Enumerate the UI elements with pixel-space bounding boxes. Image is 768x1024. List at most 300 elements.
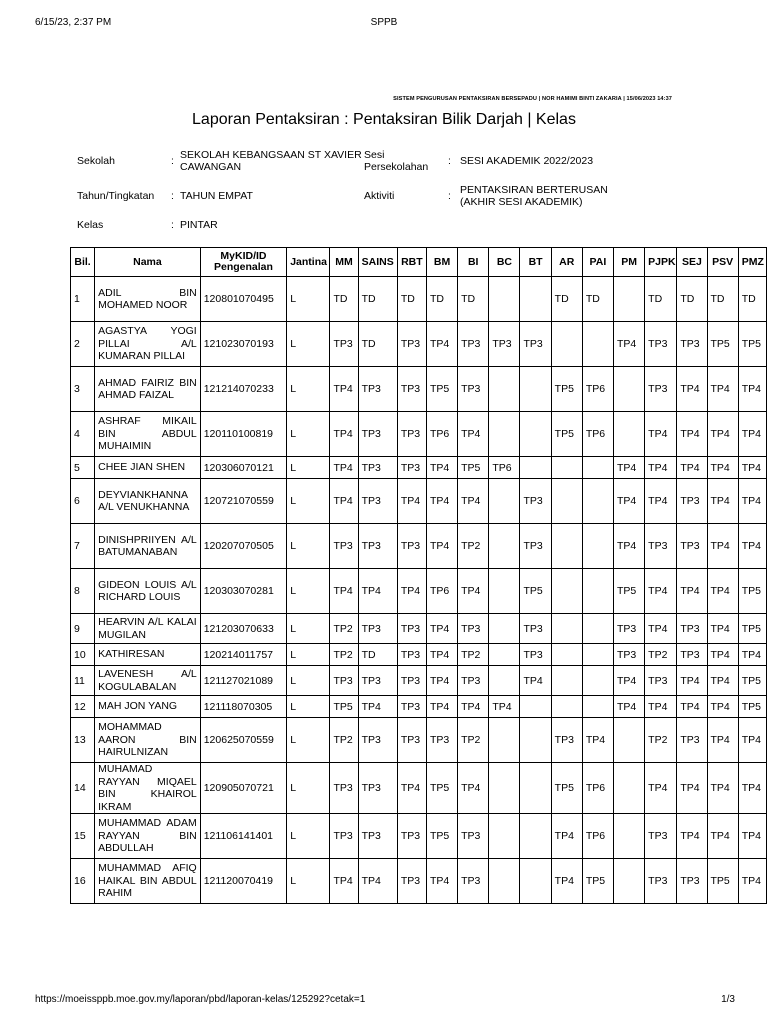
subject-grade: TP2 <box>645 644 677 666</box>
subject-grade <box>614 277 645 322</box>
table-row <box>71 322 767 367</box>
gender: L <box>287 412 330 457</box>
subject-grade: TP4 <box>330 457 358 479</box>
subject-grade <box>520 718 551 763</box>
subject-grade <box>520 859 551 904</box>
subject-grade: TP4 <box>707 666 738 696</box>
column-header: MyKID/ID Pengenalan <box>200 248 286 277</box>
subject-grade: TP4 <box>458 696 489 718</box>
row-number: 4 <box>71 412 95 457</box>
print-page-title: SPPB <box>370 17 398 28</box>
subject-grade <box>582 696 613 718</box>
subject-grade: TD <box>358 644 397 666</box>
subject-grade <box>520 412 551 457</box>
subject-grade: TP4 <box>707 367 738 412</box>
subject-grade: TP4 <box>358 859 397 904</box>
subject-grade: TD <box>358 277 397 322</box>
column-header: BT <box>520 248 551 277</box>
subject-grade: TP4 <box>707 412 738 457</box>
student-name: HEARVIN A/L KALAI MUGILAN <box>95 614 201 644</box>
subject-grade: TP4 <box>330 367 358 412</box>
row-number: 5 <box>71 457 95 479</box>
info-row-sekolah <box>77 142 677 180</box>
subject-grade: TP2 <box>458 524 489 569</box>
subject-grade: TP3 <box>551 718 582 763</box>
subject-grade: TP4 <box>551 814 582 859</box>
subject-grade: TP4 <box>426 457 457 479</box>
table-row <box>71 644 767 666</box>
subject-grade: TP3 <box>645 814 677 859</box>
subject-grade: TP2 <box>458 718 489 763</box>
student-id: 120110100819 <box>200 412 286 457</box>
subject-grade: TP5 <box>738 322 766 367</box>
subject-grade <box>551 666 582 696</box>
subject-grade: TP5 <box>707 859 738 904</box>
subject-grade: TP4 <box>358 569 397 614</box>
info-row-kelas <box>77 212 677 238</box>
student-name: MUHAMAD RAYYAN MIQAEL BIN KHAIROL IKRAM <box>95 763 201 814</box>
subject-grade: TP4 <box>426 614 457 644</box>
subject-grade: TP6 <box>489 457 520 479</box>
student-name: CHEE JIAN SHEN <box>95 457 201 479</box>
subject-grade <box>614 859 645 904</box>
subject-grade: TP4 <box>426 322 457 367</box>
subject-grade: TP3 <box>397 696 426 718</box>
subject-grade: TP3 <box>358 457 397 479</box>
subject-grade: TP6 <box>582 763 613 814</box>
subject-grade: TP3 <box>645 524 677 569</box>
subject-grade <box>489 644 520 666</box>
subject-grade: TP4 <box>677 412 707 457</box>
subject-grade: TP4 <box>358 696 397 718</box>
subject-grade: TP3 <box>397 322 426 367</box>
subject-grade: TP3 <box>677 322 707 367</box>
subject-grade: TP3 <box>397 457 426 479</box>
gender: L <box>287 569 330 614</box>
student-id: 121214070233 <box>200 367 286 412</box>
row-number: 13 <box>71 718 95 763</box>
subject-grade <box>520 763 551 814</box>
table-row <box>71 524 767 569</box>
subject-grade: TD <box>551 277 582 322</box>
subject-grade: TP5 <box>614 569 645 614</box>
subject-grade: TP3 <box>677 644 707 666</box>
subject-grade: TP4 <box>677 666 707 696</box>
gender: L <box>287 524 330 569</box>
subject-grade: TP4 <box>707 814 738 859</box>
student-name: AHMAD FAIRIZ BIN AHMAD FAIZAL <box>95 367 201 412</box>
subject-grade: TP4 <box>707 479 738 524</box>
subject-grade: TP2 <box>458 644 489 666</box>
subject-grade <box>614 763 645 814</box>
subject-grade: TP4 <box>707 718 738 763</box>
assessment-table <box>70 247 767 904</box>
subject-grade: TP4 <box>397 763 426 814</box>
subject-grade <box>582 569 613 614</box>
colon: : <box>171 219 174 231</box>
subject-grade <box>489 367 520 412</box>
subject-grade: TP5 <box>551 367 582 412</box>
student-id: 120905070721 <box>200 763 286 814</box>
row-number: 2 <box>71 322 95 367</box>
table-body <box>71 277 767 904</box>
row-number: 10 <box>71 644 95 666</box>
subject-grade: TP5 <box>426 814 457 859</box>
subject-grade <box>551 569 582 614</box>
subject-grade: TP3 <box>520 322 551 367</box>
student-name: KATHIRESAN <box>95 644 201 666</box>
subject-grade: TP3 <box>397 644 426 666</box>
row-number: 3 <box>71 367 95 412</box>
gender: L <box>287 479 330 524</box>
column-header: SEJ <box>677 248 707 277</box>
subject-grade: TP4 <box>458 412 489 457</box>
gender: L <box>287 696 330 718</box>
info-row-tahun <box>77 182 677 210</box>
subject-grade: TP3 <box>677 718 707 763</box>
kelas-label: Kelas <box>77 219 104 231</box>
subject-grade: TP4 <box>458 763 489 814</box>
subject-grade <box>520 457 551 479</box>
row-number: 14 <box>71 763 95 814</box>
subject-grade: TP4 <box>738 524 766 569</box>
subject-grade: TP3 <box>645 367 677 412</box>
subject-grade: TP3 <box>677 614 707 644</box>
subject-grade: TP3 <box>358 412 397 457</box>
aktiviti-value: PENTAKSIRAN BERTERUSAN (AKHIR SESI AKADEMIK) <box>460 184 608 208</box>
subject-grade: TP4 <box>677 457 707 479</box>
student-id: 120625070559 <box>200 718 286 763</box>
row-number: 15 <box>71 814 95 859</box>
subject-grade: TP3 <box>645 859 677 904</box>
tahun-value: TAHUN EMPAT <box>180 190 253 202</box>
subject-grade: TP5 <box>738 696 766 718</box>
subject-grade: TP3 <box>397 718 426 763</box>
subject-grade <box>614 412 645 457</box>
subject-grade: TP4 <box>707 696 738 718</box>
table-row <box>71 763 767 814</box>
subject-grade <box>551 457 582 479</box>
subject-grade: TP4 <box>645 696 677 718</box>
student-name: MOHAMMAD AARON BIN HAIRULNIZAN <box>95 718 201 763</box>
subject-grade <box>582 322 613 367</box>
subject-grade: TP6 <box>582 412 613 457</box>
subject-grade <box>489 479 520 524</box>
subject-grade: TP3 <box>397 666 426 696</box>
subject-grade: TP3 <box>330 763 358 814</box>
student-name: ASHRAF MIKAIL BIN ABDUL MUHAIMIN <box>95 412 201 457</box>
report-info <box>77 142 677 238</box>
row-number: 8 <box>71 569 95 614</box>
column-header: PAI <box>582 248 613 277</box>
subject-grade: TP3 <box>358 524 397 569</box>
column-header: SAINS <box>358 248 397 277</box>
student-name: LAVENESH A/L KOGULABALAN <box>95 666 201 696</box>
sekolah-label: Sekolah <box>77 155 115 167</box>
subject-grade: TP4 <box>707 569 738 614</box>
student-name: MUHAMMAD AFIQ HAIKAL BIN ABDUL RAHIM <box>95 859 201 904</box>
subject-grade <box>614 367 645 412</box>
column-header: RBT <box>397 248 426 277</box>
student-name: MAH JON YANG <box>95 696 201 718</box>
subject-grade <box>551 479 582 524</box>
tahun-label: Tahun/Tingkatan <box>77 190 155 202</box>
subject-grade: TP4 <box>645 457 677 479</box>
subject-grade <box>520 696 551 718</box>
colon: : <box>448 190 451 202</box>
gender: L <box>287 322 330 367</box>
student-name: GIDEON LOUIS A/L RICHARD LOUIS <box>95 569 201 614</box>
subject-grade <box>582 524 613 569</box>
student-id: 120303070281 <box>200 569 286 614</box>
subject-grade: TP4 <box>614 524 645 569</box>
subject-grade: TP3 <box>426 718 457 763</box>
subject-grade: TP4 <box>458 569 489 614</box>
subject-grade: TP3 <box>458 367 489 412</box>
subject-grade: TP3 <box>330 814 358 859</box>
student-id: 121203070633 <box>200 614 286 644</box>
subject-grade: TP3 <box>458 614 489 644</box>
subject-grade: TP4 <box>677 367 707 412</box>
table-row <box>71 569 767 614</box>
subject-grade <box>582 666 613 696</box>
subject-grade: TP4 <box>330 859 358 904</box>
student-id: 121023070193 <box>200 322 286 367</box>
gender: L <box>287 457 330 479</box>
subject-grade: TP3 <box>358 367 397 412</box>
subject-grade: TP4 <box>677 696 707 718</box>
subject-grade: TP4 <box>707 644 738 666</box>
subject-grade <box>582 644 613 666</box>
subject-grade: TP4 <box>426 696 457 718</box>
row-number: 16 <box>71 859 95 904</box>
subject-grade: TP4 <box>738 367 766 412</box>
subject-grade <box>520 277 551 322</box>
row-number: 6 <box>71 479 95 524</box>
subject-grade: TP3 <box>397 814 426 859</box>
column-header: BC <box>489 248 520 277</box>
subject-grade: TP3 <box>358 666 397 696</box>
subject-grade <box>489 666 520 696</box>
subject-grade <box>551 614 582 644</box>
subject-grade <box>582 479 613 524</box>
table-row <box>71 367 767 412</box>
subject-grade <box>489 569 520 614</box>
subject-grade: TP4 <box>677 569 707 614</box>
subject-grade: TP3 <box>677 479 707 524</box>
subject-grade <box>520 814 551 859</box>
subject-grade <box>551 322 582 367</box>
gender: L <box>287 644 330 666</box>
subject-grade: TP4 <box>707 457 738 479</box>
subject-grade: TP4 <box>677 814 707 859</box>
table-row <box>71 814 767 859</box>
subject-grade <box>520 367 551 412</box>
subject-grade: TP5 <box>582 859 613 904</box>
subject-grade: TP5 <box>520 569 551 614</box>
subject-grade: TP3 <box>645 322 677 367</box>
subject-grade: TP4 <box>738 412 766 457</box>
subject-grade: TP3 <box>358 479 397 524</box>
subject-grade: TP3 <box>397 367 426 412</box>
subject-grade: TP4 <box>738 763 766 814</box>
subject-grade: TP3 <box>520 524 551 569</box>
student-id: 120721070559 <box>200 479 286 524</box>
subject-grade <box>582 457 613 479</box>
column-header: Nama <box>95 248 201 277</box>
student-id: 121120070419 <box>200 859 286 904</box>
subject-grade: TP4 <box>645 479 677 524</box>
subject-grade: TP3 <box>330 524 358 569</box>
column-header: AR <box>551 248 582 277</box>
subject-grade: TP3 <box>358 814 397 859</box>
subject-grade: TP4 <box>489 696 520 718</box>
row-number: 9 <box>71 614 95 644</box>
row-number: 12 <box>71 696 95 718</box>
subject-grade: TP3 <box>458 666 489 696</box>
print-timestamp: 6/15/23, 2:37 PM <box>35 17 112 28</box>
subject-grade: TP4 <box>645 614 677 644</box>
subject-grade: TP4 <box>614 322 645 367</box>
subject-grade: TP4 <box>707 614 738 644</box>
gender: L <box>287 763 330 814</box>
gender: L <box>287 814 330 859</box>
subject-grade: TP2 <box>330 718 358 763</box>
subject-grade <box>489 524 520 569</box>
subject-grade: TP4 <box>677 763 707 814</box>
table-row <box>71 696 767 718</box>
subject-grade: TP3 <box>397 614 426 644</box>
table-row <box>71 859 767 904</box>
subject-grade: TP4 <box>738 479 766 524</box>
subject-grade: TD <box>330 277 358 322</box>
table-row <box>71 277 767 322</box>
subject-grade: TP4 <box>645 569 677 614</box>
column-header: PMZ <box>738 248 766 277</box>
subject-grade <box>489 859 520 904</box>
student-id: 121118070305 <box>200 696 286 718</box>
subject-grade <box>489 412 520 457</box>
subject-grade: TP3 <box>397 524 426 569</box>
subject-grade: TP3 <box>614 644 645 666</box>
subject-grade: TP3 <box>677 524 707 569</box>
subject-grade: TP6 <box>582 814 613 859</box>
subject-grade: TP4 <box>330 412 358 457</box>
subject-grade: TP6 <box>426 412 457 457</box>
subject-grade: TP3 <box>330 666 358 696</box>
column-header: PJPK <box>645 248 677 277</box>
subject-grade: TP3 <box>458 322 489 367</box>
student-name: DINISHPRIIYEN A/L BATUMANABAN <box>95 524 201 569</box>
aktiviti-label: Aktiviti <box>364 190 395 202</box>
subject-grade <box>551 524 582 569</box>
subject-grade: TD <box>358 322 397 367</box>
subject-grade: TD <box>738 277 766 322</box>
student-id: 120306070121 <box>200 457 286 479</box>
subject-grade: TP2 <box>330 644 358 666</box>
subject-grade: TP4 <box>458 479 489 524</box>
subject-grade: TP4 <box>426 859 457 904</box>
subject-grade: TP4 <box>614 666 645 696</box>
gender: L <box>287 614 330 644</box>
subject-grade <box>489 277 520 322</box>
subject-grade <box>551 644 582 666</box>
subject-grade: TP5 <box>426 763 457 814</box>
subject-grade: TP3 <box>520 644 551 666</box>
subject-grade: TD <box>426 277 457 322</box>
subject-grade: TP6 <box>426 569 457 614</box>
subject-grade <box>489 614 520 644</box>
subject-grade: TD <box>458 277 489 322</box>
table-row <box>71 457 767 479</box>
subject-grade: TP3 <box>397 412 426 457</box>
gender: L <box>287 666 330 696</box>
subject-grade <box>551 696 582 718</box>
subject-grade: TP5 <box>707 322 738 367</box>
student-id: 120214011757 <box>200 644 286 666</box>
column-header: BI <box>458 248 489 277</box>
subject-grade: TP3 <box>520 479 551 524</box>
student-id: 121127021089 <box>200 666 286 696</box>
subject-grade: TP3 <box>358 614 397 644</box>
student-name: DEYVIANKHANNA A/L VENUKHANNA <box>95 479 201 524</box>
gender: L <box>287 859 330 904</box>
subject-grade: TD <box>397 277 426 322</box>
subject-grade: TP2 <box>330 614 358 644</box>
subject-grade: TP4 <box>707 524 738 569</box>
subject-grade: TP3 <box>458 814 489 859</box>
subject-grade: TP3 <box>330 322 358 367</box>
subject-grade: TP3 <box>489 322 520 367</box>
subject-grade: TP4 <box>582 718 613 763</box>
sekolah-value: SEKOLAH KEBANGSAAN ST XAVIER CAWANGAN <box>180 149 362 173</box>
subject-grade: TP4 <box>397 569 426 614</box>
subject-grade: TP4 <box>426 644 457 666</box>
subject-grade: TP3 <box>458 859 489 904</box>
subject-grade: TP4 <box>330 569 358 614</box>
subject-grade: TD <box>582 277 613 322</box>
print-url: https://moeissppb.moe.gov.my/laporan/pbd/laporan-kelas/125292?cetak=1 <box>35 994 366 1005</box>
subject-grade: TP3 <box>645 666 677 696</box>
subject-grade: TP4 <box>330 479 358 524</box>
subject-grade: TP5 <box>330 696 358 718</box>
subject-grade: TP5 <box>551 412 582 457</box>
subject-grade <box>582 614 613 644</box>
subject-grade: TP4 <box>645 763 677 814</box>
colon: : <box>171 190 174 202</box>
column-header: PSV <box>707 248 738 277</box>
row-number: 1 <box>71 277 95 322</box>
subject-grade: TP3 <box>520 614 551 644</box>
sesi-value: SESI AKADEMIK 2022/2023 <box>460 155 594 167</box>
subject-grade <box>489 718 520 763</box>
column-header: Jantina <box>287 248 330 277</box>
table-row <box>71 666 767 696</box>
subject-grade: TD <box>707 277 738 322</box>
sesi-label: Sesi Persekolahan <box>364 149 429 173</box>
subject-grade: TP5 <box>738 614 766 644</box>
report-title: Laporan Pentaksiran : Pentaksiran Bilik Darjah | Kelas <box>192 111 576 128</box>
colon: : <box>448 155 451 167</box>
subject-grade <box>489 763 520 814</box>
subject-grade: TP5 <box>738 666 766 696</box>
subject-grade: TD <box>677 277 707 322</box>
table-row <box>71 479 767 524</box>
subject-grade: TD <box>645 277 677 322</box>
subject-grade: TP4 <box>426 524 457 569</box>
subject-grade: TP4 <box>614 696 645 718</box>
subject-grade: TP3 <box>614 614 645 644</box>
